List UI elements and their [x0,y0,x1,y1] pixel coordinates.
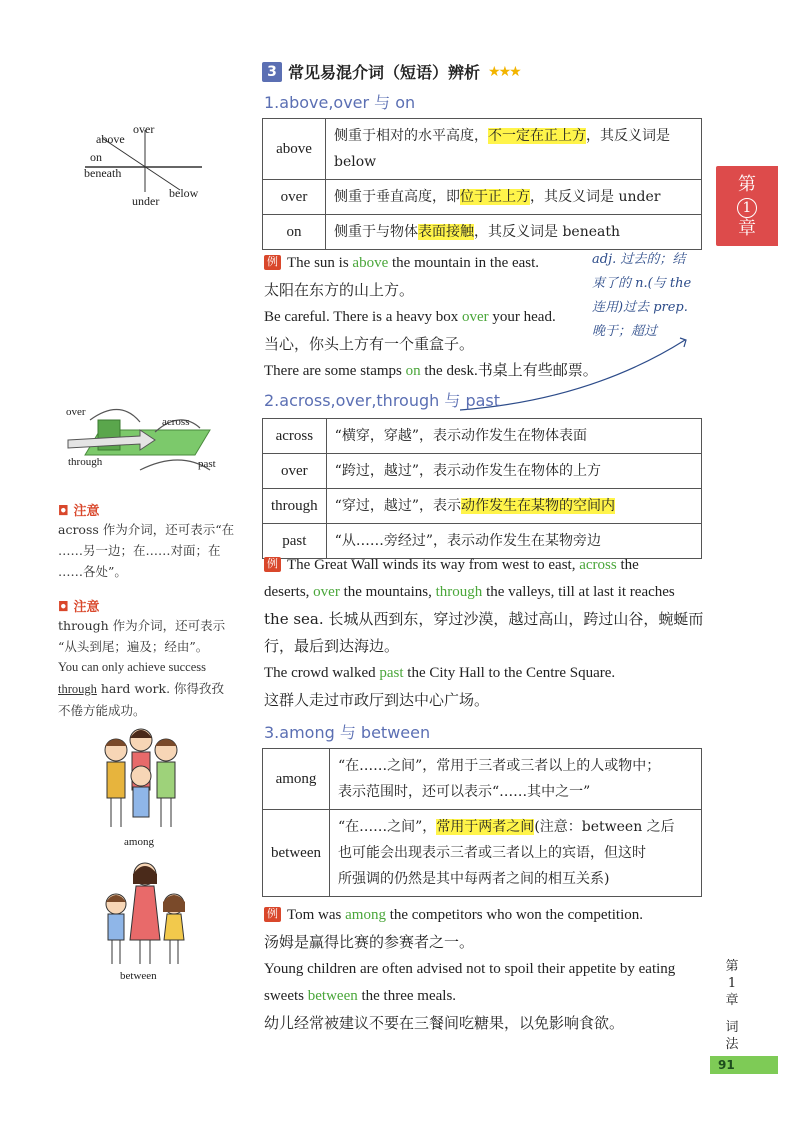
table-cell-desc: “跨过，越过”，表示动作发生在物体的上方 [326,454,701,489]
example-block-3: 例 Tom was among the competitors who won the competition. 汤姆是赢得比赛的参赛者之一。 Young children are often advised not to spoil their appetite by eating sweets between the three meals. 幼儿经常被建议不要在三餐间吃糖果，以免影响食欲。 [264,907,676,1032]
table-row [263,180,702,215]
diagram-across-over-through-past: over across through past [60,400,230,480]
caption-between: between [120,970,157,982]
caption-among: among [124,836,154,848]
example-block-2: 例 The Great Wall winds its way from west to east, across the deserts, over the mountains, through the valleys, till at last it reaches the sea. 长城从西到东，穿过沙漠，越过高山，跨过山谷，蜿蜒而 行，最后到达海边。 The crowd walked past the City Hall to the Centre Square. 这群人走过市政厅到达中心广场。 [264,557,704,709]
table-across-over-through-past [262,418,702,559]
table-cell-desc: “从……旁经过”，表示动作发生在某物旁边 [326,524,701,559]
example-label: 例 [264,255,281,270]
illustration-between [100,860,190,990]
table-cell-desc: 侧重于垂直高度，即位于正上方，其反义词是 under [326,180,702,215]
table-cell-word: through [263,489,327,524]
table-cell-desc: “在……之间”，常用于两者之间(注意：between 之后 也可能会出现表示三者或三者以上的宾语，但这时 所强调的仍然是其中每两者之间的相互关系) [329,810,701,897]
table-row [263,454,702,489]
table-above-over-on [262,118,702,250]
table-cell-desc: 侧重于相对的水平高度，不一定在正上方，其反义词是 below [326,119,702,180]
table-row [263,489,702,524]
section-number: 3 [262,62,282,82]
table-cell-word: on [263,215,326,250]
table-cell-word: over [263,454,327,489]
side-note-1: ◘ 注意 across 作为介词，还可表示“在 ……另一边；在……对面；在 ……各处”。 [58,504,235,579]
table-cell-desc: “穿过，越过”，表示动作发生在某物的空间内 [326,489,701,524]
subheading-3: 3.among 与 between [264,723,431,742]
difficulty-stars-icon: ★★★ [488,63,520,80]
section-title-text: 常见易混介词（短语）辨析 [288,63,481,82]
table-row [263,810,702,897]
handwritten-note: adj. 过去的；结 束了的 n.(与 the 连用)过去 prep. 晚于；超过 [592,252,692,339]
page-number: 91 [710,1056,778,1074]
table-cell-word: above [263,119,326,180]
table-row [263,215,702,250]
illustration-among [96,722,186,852]
table-row [263,419,702,454]
subheading-2: 2.across,over,through 与 past [264,391,501,410]
subheading-1: 1.above,over 与 on [264,93,416,112]
table-among-between [262,748,702,897]
side-note-2: ◘ 注意 through 作为介词，还可表示 “从头到尾；遍及；经由”。 You can only achieve success through hard work. 你得孜孜 不倦方能成功。 [58,600,226,718]
table-row [263,749,702,810]
example-block-1: 例 The sun is above the mountain in the east. 太阳在东方的山上方。 Be careful. There is a heavy box over your head. 当心，你头上方有一个重盒子。 There are some stamps on the desk.书桌上有些邮票。 [264,255,598,379]
table-cell-word: over [263,180,326,215]
children-group-icon [96,722,186,834]
table-cell-desc: “在……之间”，常用于三者或三者以上的人或物中； 表示范围时，还可以表示“……其中之一” [329,749,701,810]
children-pair-with-adult-icon [100,860,190,968]
chapter-tab: 第 1 章 [716,166,778,246]
section-title [262,60,520,83]
table-cell-desc: 侧重于与物体表面接触，其反义词是 beneath [326,215,702,250]
table-cell-desc: “横穿，穿越”，表示动作发生在物体表面 [326,419,701,454]
table-cell-word: among [263,749,330,810]
table-cell-word: past [263,524,327,559]
table-row [263,119,702,180]
side-chapter-label: 第 1 章 词 法 [725,959,739,1052]
diagram-above-over-on: above over on beneath below under [80,120,210,210]
table-cell-word: between [263,810,330,897]
table-cell-word: across [263,419,327,454]
